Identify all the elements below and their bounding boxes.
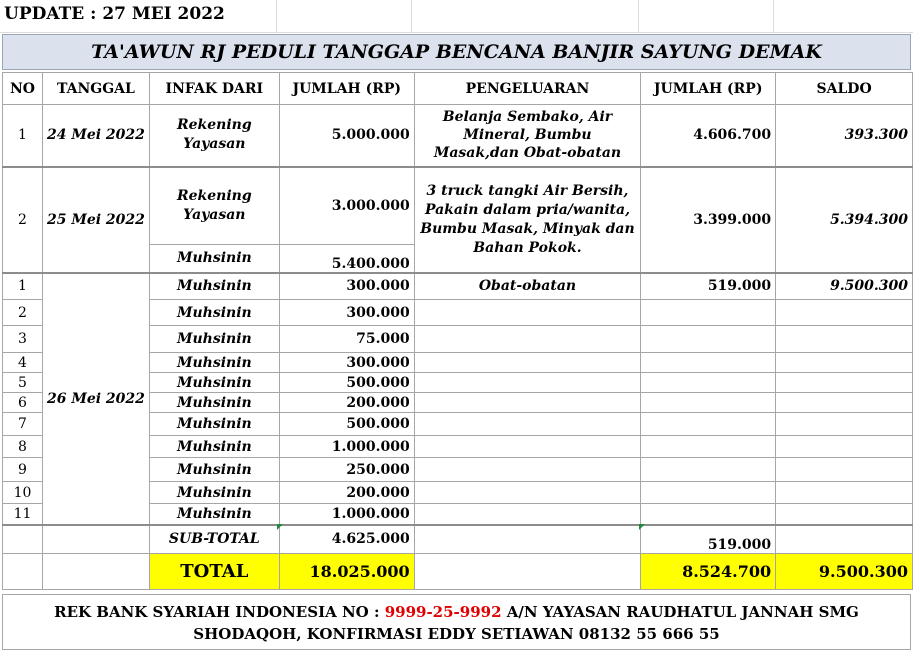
row-amount-in: 500.000	[279, 413, 414, 436]
total-amount-out: 8.524.700	[641, 554, 776, 590]
row-amount-in: 1.000.000	[279, 436, 414, 458]
comment-marker-icon	[277, 524, 283, 530]
row-amount-in: 250.000	[279, 458, 414, 482]
row-amount-in: 75.000	[279, 326, 414, 353]
row-no: 5	[3, 373, 43, 393]
row-no: 10	[3, 482, 43, 504]
row-source: Muhsinin	[149, 458, 279, 482]
subtotal-amount-out: 519.000	[641, 525, 776, 554]
row-source: Muhsinin	[149, 300, 279, 326]
header-jumlah-out: JUMLAH (RP)	[641, 73, 776, 105]
row-source: Rekening Yayasan	[149, 167, 279, 245]
bank-account-line	[3, 601, 910, 623]
row-expense: 3 truck tangki Air Bersih, Pakain dalam pria/wanita, Bumbu Masak, Minyak dan Bahan Pokok.	[414, 167, 641, 273]
row-source: Muhsinin	[149, 273, 279, 300]
header-tanggal: TANGGAL	[42, 73, 149, 105]
row-source: Rekening Yayasan	[149, 105, 279, 167]
row-source: Muhsinin	[149, 393, 279, 413]
row-amount-in: 300.000	[279, 300, 414, 326]
row-amount-out: 4.606.700	[641, 105, 776, 167]
gridline	[0, 32, 913, 33]
total-balance: 9.500.300	[776, 554, 913, 590]
row-amount-in: 1.000.000	[279, 504, 414, 525]
subtotal-row	[3, 525, 913, 554]
header-no: NO	[3, 73, 43, 105]
update-label: UPDATE : 27 MEI 2022	[4, 4, 225, 24]
table-row	[3, 105, 913, 167]
row-no: 8	[3, 436, 43, 458]
row-date: 26 Mei 2022	[42, 273, 149, 525]
header-pengeluaran: PENGELUARAN	[414, 73, 641, 105]
row-no: 2	[3, 300, 43, 326]
row-expense: Obat-obatan	[414, 273, 641, 300]
bank-account-number: 9999-25-9992	[384, 603, 502, 621]
bank-account-holder: A/N YAYASAN RAUDHATUL JANNAH SMG	[501, 603, 859, 621]
bank-info-footer	[2, 594, 911, 650]
row-no: 7	[3, 413, 43, 436]
row-no: 4	[3, 353, 43, 373]
total-amount-in: 18.025.000	[279, 554, 414, 590]
row-source: Muhsinin	[149, 482, 279, 504]
row-date: 24 Mei 2022	[42, 105, 149, 167]
row-amount-out: 3.399.000	[641, 167, 776, 273]
gridline	[411, 0, 412, 33]
row-balance: 9.500.300	[776, 273, 913, 300]
bank-account-prefix: REK BANK SYARIAH INDONESIA NO :	[54, 603, 385, 621]
total-row	[3, 554, 913, 590]
row-no: 1	[3, 273, 43, 300]
donation-table	[2, 72, 913, 590]
header-jumlah-in: JUMLAH (RP)	[279, 73, 414, 105]
row-source: Muhsinin	[149, 373, 279, 393]
total-label: TOTAL	[149, 554, 279, 590]
row-source: Muhsinin	[149, 436, 279, 458]
header-saldo: SALDO	[776, 73, 913, 105]
row-amount-out: 519.000	[641, 273, 776, 300]
row-source: Muhsinin	[149, 245, 279, 273]
subtotal-amount-in: 4.625.000	[279, 525, 414, 554]
table-row	[3, 273, 913, 300]
row-no: 2	[3, 167, 43, 273]
row-no: 3	[3, 326, 43, 353]
row-no: 6	[3, 393, 43, 413]
row-amount-in: 5.400.000	[279, 245, 414, 273]
row-amount-in: 200.000	[279, 482, 414, 504]
row-no: 11	[3, 504, 43, 525]
row-no: 1	[3, 105, 43, 167]
row-source: Muhsinin	[149, 326, 279, 353]
table-row	[3, 167, 913, 245]
header-infak-dari: INFAK DARI	[149, 73, 279, 105]
row-expense: Belanja Sembako, Air Mineral, Bumbu Masak,dan Obat-obatan	[414, 105, 641, 167]
row-source: Muhsinin	[149, 353, 279, 373]
row-balance: 393.300	[776, 105, 913, 167]
header-row	[3, 73, 913, 105]
subtotal-label: SUB-TOTAL	[149, 525, 279, 554]
row-amount-in: 300.000	[279, 353, 414, 373]
row-amount-in: 200.000	[279, 393, 414, 413]
row-amount-in: 5.000.000	[279, 105, 414, 167]
row-source: Muhsinin	[149, 504, 279, 525]
row-amount-in: 500.000	[279, 373, 414, 393]
report-title: TA'AWUN RJ PEDULI TANGGAP BENCANA BANJIR SAYUNG DEMAK	[2, 34, 911, 70]
row-amount-in: 300.000	[279, 273, 414, 300]
row-amount-in: 3.000.000	[279, 167, 414, 245]
confirmation-contact: SHODAQOH, KONFIRMASI EDDY SETIAWAN 08132 55 666 55	[193, 625, 720, 643]
gridline	[638, 0, 639, 33]
row-date: 25 Mei 2022	[42, 167, 149, 273]
gridline	[276, 0, 277, 33]
gridline	[773, 0, 774, 33]
comment-marker-icon	[639, 524, 645, 530]
row-source: Muhsinin	[149, 413, 279, 436]
row-no: 9	[3, 458, 43, 482]
row-balance: 5.394.300	[776, 167, 913, 273]
